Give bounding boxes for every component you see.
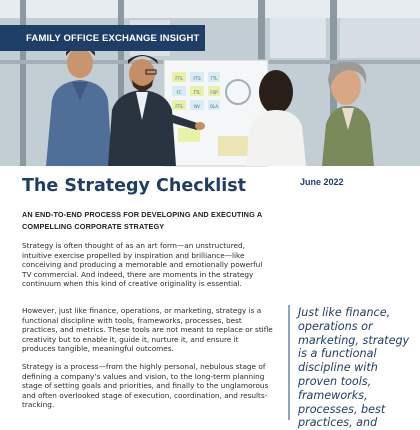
- article-title: The Strategy Checklist: [22, 176, 246, 196]
- note-text: FC: [176, 90, 182, 95]
- note-text: FTS: [193, 76, 201, 81]
- whiteboard-notes: [172, 72, 220, 110]
- article-date: June 2022: [300, 177, 344, 187]
- note-text: FTS: [175, 104, 183, 109]
- note-text: FSP: [210, 90, 218, 95]
- body-paragraph: Strategy is a process—from the highly personal, nebulous stage of defining a company’s values and vision, to the long-term planning stage of setting goals and priorities, and finally to the unglamorous and often overlooked stage of execution, coordination, and results-tracking.: [22, 362, 269, 410]
- note-text: FTS: [175, 76, 183, 81]
- pull-quote: Just like finance, operations or marketing, strategy is a functional discipline with proven tools, frameworks, processes, best practices, and: [298, 306, 410, 430]
- note-text: NV: [194, 104, 200, 109]
- body-paragraph: Strategy is often thought of as an art form—an unstructured, intuitive exercise propelled by inspiration and brilliance—like conceiving and producing a memorable and emotionally powerful TV commercial. And indeed, there are moments in the strategy continuum when this kind of creative originality is essential.: [22, 241, 263, 289]
- note-text: TTL: [210, 76, 218, 81]
- pull-quote-rule: [288, 305, 290, 420]
- body-paragraph: However, just like finance, operations, or marketing, strategy is a functional discipline with tools, frameworks, processes, best practices, and metrics. These tools are not meant to replace or stifle creativity but to enable it, guide it, nurture it, and ensure it produces tangible, meaningful outcomes.: [22, 306, 273, 354]
- note-text: OLA: [209, 104, 219, 109]
- banner-text: FAMILY OFFICE EXCHANGE INSIGHT: [26, 32, 200, 44]
- article-subtitle: AN END-TO-END PROCESS FOR DEVELOPING AND EXECUTING A COMPELLING CORPORATE STRATEGY: [22, 210, 262, 231]
- note-text: TTL: [193, 90, 201, 95]
- insight-banner: [0, 25, 205, 51]
- hero-photo: [0, 0, 420, 166]
